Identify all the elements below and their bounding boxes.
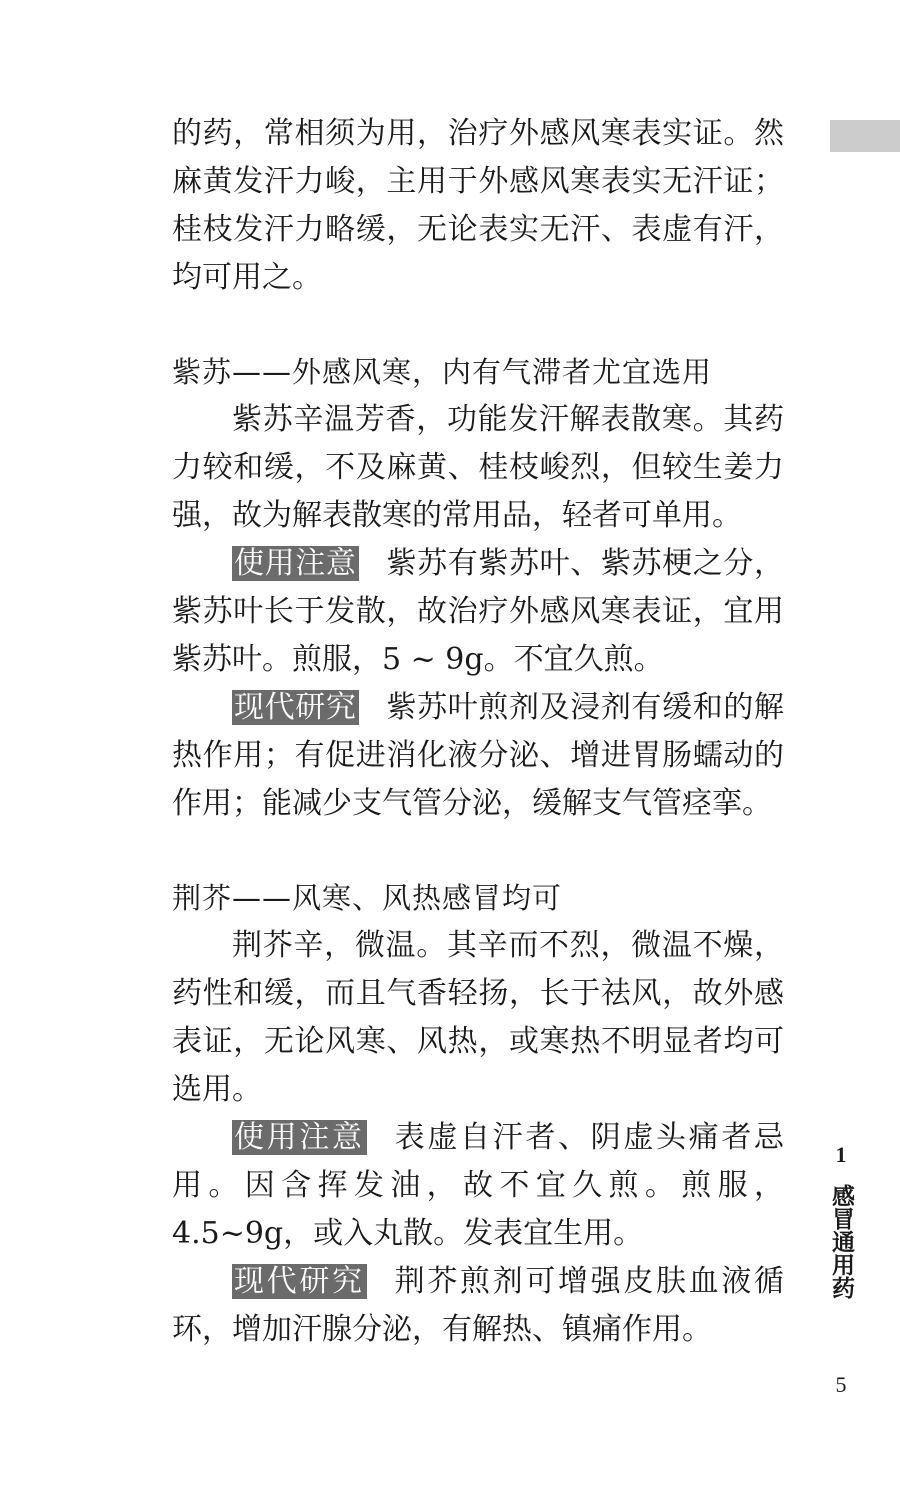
page-content (172, 110, 784, 1354)
modern-research-zisu (172, 684, 784, 828)
modern-research-jingjie (172, 1258, 784, 1354)
section-body-zisu: 紫苏辛温芳香，功能发汗解表散寒。其药力较和缓，不及麻黄、桂枝峻烈，但较生姜力强，故为解表散寒的常用品，轻者可单用。 (172, 402, 784, 533)
modern-research-text: 紫苏叶煎剂及浸剂有缓和的解热作用；有促进消化液分泌、增进胃肠蠕动的作用；能减少支气管分泌，缓解支气管痉挛。 (172, 690, 784, 821)
page-number: 5 (835, 1372, 847, 1397)
usage-notes-text: 紫苏有紫苏叶、紫苏梗之分，紫苏叶长于发散，故治疗外感风寒表证，宜用紫苏叶。煎服，5 ~ 9g。不宜久煎。 (172, 546, 784, 677)
modern-research-label: 现代研究 (234, 1264, 365, 1299)
side-thumb-tab (830, 120, 900, 152)
usage-notes-label: 使用注意 (234, 546, 357, 581)
section-body-jingjie: 荆芥辛，微温。其辛而不烈，微温不燥，药性和缓，而且气香轻扬，长于祛风，故外感表证，无论风寒、风热，或寒热不明显者均可选用。 (172, 928, 784, 1107)
chapter-number: 1 (835, 1142, 847, 1167)
usage-notes-label: 使用注意 (234, 1120, 365, 1155)
usage-notes-zisu (172, 540, 784, 684)
modern-research-label: 现代研究 (234, 690, 357, 725)
usage-notes-jingjie (172, 1114, 784, 1258)
intro-paragraph: 的药，常相须为用，治疗外感风寒表实证。然麻黄发汗力峻，主用于外感风寒表实无汗证；桂枝发汗力略缓，无论表实无汗、表虚有汗，均可用之。 (172, 116, 784, 295)
section-heading-zisu: 紫苏——外感风寒，内有气滞者尤宜选用 (172, 355, 713, 389)
modern-research-text: 荆芥煎剂可增强皮肤血液循环，增加汗腺分泌，有解热、镇痛作用。 (172, 1264, 785, 1347)
section-heading-jingjie: 荆芥——风寒、风热感冒均可 (172, 881, 563, 915)
chapter-title: 感冒通用药 (828, 1184, 854, 1299)
usage-notes-text: 表虚自汗者、阴虚头痛者忌用。因含挥发油，故不宜久煎。煎服，4.5~9g，或入丸散。发表宜生用。 (172, 1120, 785, 1251)
